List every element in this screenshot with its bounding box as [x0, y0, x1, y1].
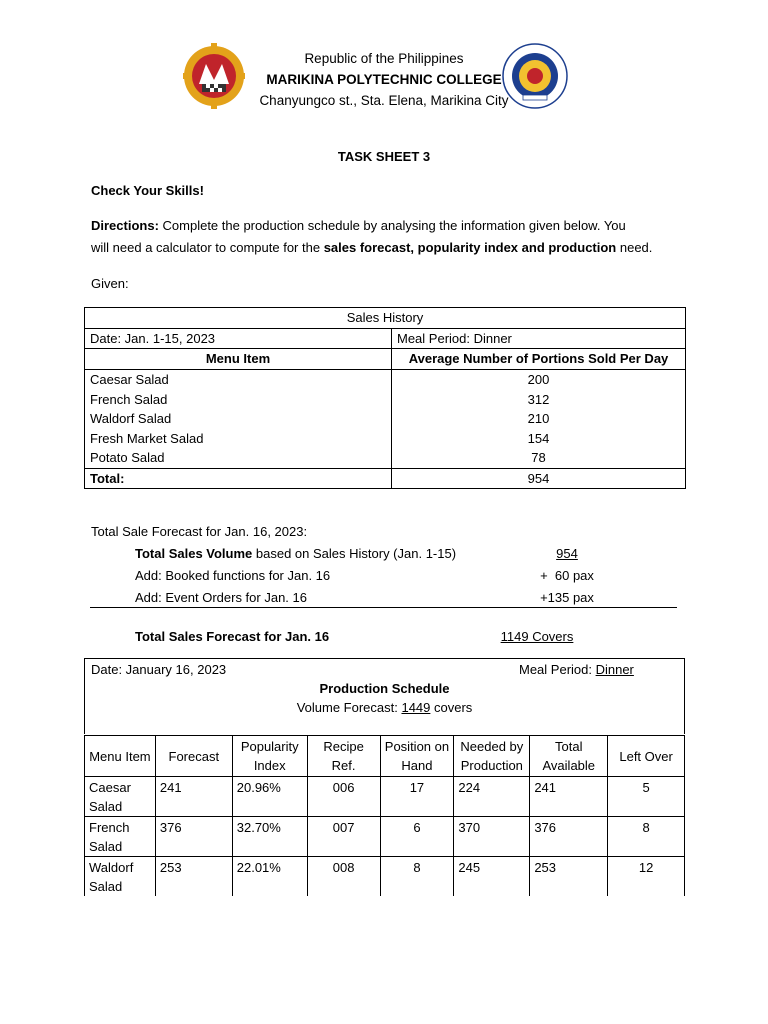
volume-forecast-value: 1449 — [401, 700, 431, 715]
col-recipe-ref: Recipe Ref. — [307, 736, 380, 777]
production-date: Date: January 16, 2023 — [91, 662, 227, 677]
needed-cell: 245 — [454, 857, 530, 897]
header-text — [230, 48, 538, 111]
production-meal-period — [519, 662, 634, 677]
given-label: Given: — [91, 276, 129, 291]
col-position-on-hand: Position on Hand — [380, 736, 454, 777]
event-value: +135 pax — [540, 590, 594, 605]
available-cell: 253 — [530, 857, 608, 897]
needed-cell: 224 — [454, 777, 530, 817]
popularity-cell: 22.01% — [232, 857, 307, 897]
volume-value: 954 — [556, 546, 578, 561]
directions-line-2 — [91, 240, 652, 255]
portions-value: 210 — [527, 411, 550, 427]
production-title: Production Schedule — [319, 681, 450, 696]
forecast-cell: 241 — [155, 777, 232, 817]
sales-header-row — [85, 349, 686, 370]
on-hand-cell: 8 — [380, 857, 454, 897]
available-cell: 241 — [530, 777, 608, 817]
left-over-cell: 5 — [608, 777, 685, 817]
sales-total-row — [85, 468, 686, 489]
college-address: Chanyungco st., Sta. Elena, Marikina City — [259, 93, 509, 108]
forecast-volume-row — [135, 544, 605, 564]
total-value: 954 — [527, 471, 550, 487]
forecast-booked-row — [135, 566, 605, 586]
col-total-available: Total Available — [530, 736, 608, 777]
col-average-portions: Average Number of Portions Sold Per Day — [392, 349, 686, 370]
left-over-cell: 12 — [608, 857, 685, 897]
popularity-cell: 20.96% — [232, 777, 307, 817]
col-needed-by-production: Needed by Production — [454, 736, 530, 777]
forecast-total-row — [135, 627, 605, 647]
sales-title-row — [85, 308, 686, 329]
col-popularity-index: Popularity Index — [232, 736, 307, 777]
directions-text-1: Complete the production schedule by analysing the information given below. You — [158, 218, 626, 233]
forecast-total-value: 1149 Covers — [500, 629, 574, 644]
needed-cell: 370 — [454, 817, 530, 857]
forecast-event-row — [135, 588, 605, 608]
forecast-total-label: Total Sales Forecast for Jan. 16 — [135, 629, 330, 644]
forecast-divider — [90, 607, 677, 608]
table-row — [85, 389, 686, 409]
ched-seal — [502, 43, 568, 109]
forecast-cell: 376 — [155, 817, 232, 857]
table-row — [85, 857, 685, 897]
available-cell: 376 — [530, 817, 608, 857]
col-menu-item: Menu Item — [85, 736, 156, 777]
directions-line-1 — [91, 218, 626, 233]
booked-value: + 60 pax — [540, 568, 594, 583]
production-header-row — [85, 736, 685, 777]
volume-label-bold: Total Sales Volume — [135, 546, 253, 561]
recipe-cell: 008 — [307, 857, 380, 897]
college-name: MARIKINA POLYTECHNIC COLLEGE — [266, 72, 502, 87]
menu-item: French Salad — [85, 389, 392, 409]
sales-meal-period: Meal Period: Dinner — [392, 328, 686, 349]
left-over-cell: 8 — [608, 817, 685, 857]
portions-value: 154 — [527, 430, 550, 446]
production-header-box — [84, 658, 685, 734]
volume-forecast — [85, 700, 684, 715]
menu-item: Fresh Market Salad — [85, 429, 392, 449]
forecast-heading: Total Sale Forecast for Jan. 16, 2023: — [91, 524, 308, 539]
sales-date: Date: Jan. 1-15, 2023 — [85, 328, 392, 349]
popularity-cell: 32.70% — [232, 817, 307, 857]
volume-forecast-unit: covers — [430, 700, 473, 715]
recipe-cell: 007 — [307, 817, 380, 857]
table-row — [85, 777, 685, 817]
total-label: Total: — [85, 468, 392, 489]
directions-text-2c: need. — [616, 240, 653, 255]
sales-title: Sales History — [85, 308, 686, 329]
sales-history-table — [84, 307, 686, 489]
table-row — [85, 369, 686, 389]
col-forecast: Forecast — [155, 736, 232, 777]
table-row — [85, 409, 686, 429]
recipe-cell: 006 — [307, 777, 380, 817]
menu-item: Waldorf Salad — [85, 857, 156, 897]
menu-item: Potato Salad — [85, 448, 392, 468]
portions-value: 200 — [527, 372, 550, 388]
col-menu-item: Menu Item — [85, 349, 392, 370]
menu-item: Caesar Salad — [85, 777, 156, 817]
volume-label-rest: based on Sales History (Jan. 1-15) — [252, 546, 457, 561]
republic-line: Republic of the Philippines — [304, 51, 464, 66]
production-schedule-table — [84, 735, 685, 896]
on-hand-cell: 6 — [380, 817, 454, 857]
table-row — [85, 429, 686, 449]
menu-item: French Salad — [85, 817, 156, 857]
task-title: TASK SHEET 3 — [337, 149, 431, 164]
directions-label: Directions: — [91, 218, 159, 233]
sales-date-row — [85, 328, 686, 349]
directions-text-2a: will need a calculator to compute for the — [91, 240, 324, 255]
menu-item: Waldorf Salad — [85, 409, 392, 429]
booked-label: Add: Booked functions for Jan. 16 — [135, 568, 331, 583]
meal-period-label: Meal Period: — [519, 662, 596, 677]
col-left-over: Left Over — [608, 736, 685, 777]
volume-forecast-label: Volume Forecast: — [296, 700, 402, 715]
meal-period-value: Dinner — [595, 662, 634, 677]
directions-text-2b: sales forecast, popularity index and production — [323, 240, 617, 255]
check-skills-heading: Check Your Skills! — [91, 183, 204, 198]
event-label: Add: Event Orders for Jan. 16 — [135, 590, 307, 605]
on-hand-cell: 17 — [380, 777, 454, 817]
forecast-cell: 253 — [155, 857, 232, 897]
portions-value: 78 — [392, 448, 686, 468]
portions-value: 312 — [527, 391, 550, 407]
menu-item: Caesar Salad — [85, 369, 392, 389]
table-row — [85, 817, 685, 857]
table-row — [85, 448, 686, 468]
